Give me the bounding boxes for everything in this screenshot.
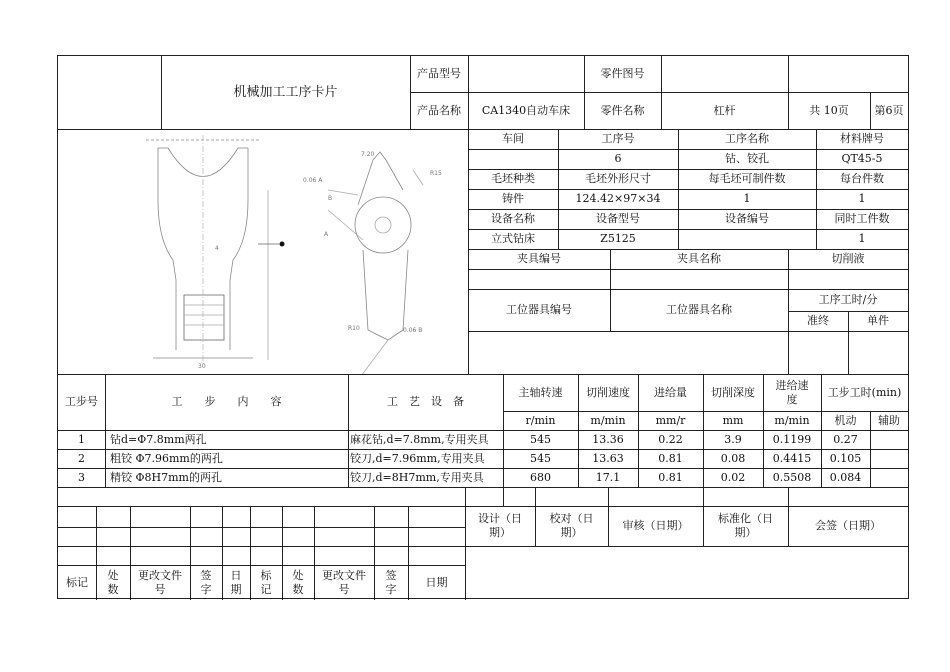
part-drawing-label: 零件图号	[600, 67, 645, 80]
date-label-2: 日期	[425, 575, 448, 589]
page-number: 第6页	[874, 103, 904, 117]
step-1-depth: 3.9	[724, 432, 742, 446]
change-doc-label-2: 更改文件号	[322, 568, 366, 596]
unit-speed: r/min	[525, 413, 556, 427]
simul: 1	[858, 232, 866, 245]
hole-inner	[375, 217, 391, 233]
drawing-label: B	[328, 195, 333, 202]
material-label: 材料牌号	[840, 132, 884, 145]
part-name-label: 零件名称	[600, 103, 645, 117]
unit-depth: mm	[722, 413, 744, 427]
standard-date: 标准化（日期）	[718, 512, 773, 539]
drawing-label: 4	[215, 245, 219, 252]
op-no-label: 工序号	[601, 132, 635, 145]
step-3-equip: 铰刀,d=8H7mm,专用夹具	[350, 470, 484, 484]
op-no: 6	[614, 152, 622, 165]
step-1-machine: 0.27	[833, 432, 858, 446]
station-tool-name-label: 工位器具名称	[666, 303, 732, 316]
step-2-cut-speed: 13.63	[592, 451, 624, 465]
drawing-label: 7.20	[361, 151, 375, 158]
total-pages: 共 10页	[809, 103, 849, 117]
per-blank-label: 每毛坯可制件数	[708, 172, 786, 185]
step-3-cut-speed: 17.1	[595, 470, 621, 484]
equip-model-label: 设备型号	[596, 212, 640, 225]
per-unit: 1	[858, 192, 866, 205]
sign-off-date: 会签（日期）	[815, 519, 881, 532]
sign-label-2: 签字	[385, 568, 397, 596]
per-blank: 1	[743, 192, 751, 205]
part-drawing	[58, 130, 468, 374]
boss-hatch	[184, 305, 224, 325]
step-2-content: 粗铰 Φ7.96mm的两孔	[110, 451, 223, 465]
boss-section	[184, 295, 224, 340]
step-1-no: 1	[78, 432, 85, 446]
op-time-label: 工序工时/分	[818, 293, 878, 306]
product-name-label: 产品名称	[417, 103, 461, 117]
blank-type-label: 毛坯种类	[491, 172, 535, 185]
feed-speed-header: 进给速度	[775, 378, 809, 406]
unit-cut-speed: m/min	[590, 413, 626, 427]
op-name-label: 工序名称	[725, 132, 769, 145]
step-3-feed-speed: 0.5508	[772, 470, 812, 484]
step-3-machine: 0.084	[829, 470, 862, 484]
step-content-header: 工 步 内 容	[171, 395, 282, 408]
cut-speed-header: 切削速度	[586, 385, 630, 399]
unit-label: 单件	[867, 314, 889, 327]
right-lower	[363, 250, 408, 340]
equip-model: Z5125	[600, 232, 636, 245]
leader	[358, 340, 388, 374]
step-time-header: 工步工时(min)	[827, 385, 902, 399]
drawing-label: 0.06 A	[303, 177, 323, 184]
drawing-label: A	[324, 231, 329, 238]
drawing-label: 0.06 B	[403, 327, 423, 334]
drawing-label: R10	[348, 325, 360, 332]
step-1-content: 钻d=Φ7.8mm两孔	[110, 432, 207, 446]
step-2-no: 2	[78, 451, 85, 465]
prep-label: 准终	[807, 314, 829, 327]
product-model-label: 产品型号	[417, 67, 461, 80]
locating-point	[280, 242, 285, 247]
process-card	[57, 55, 909, 599]
product-name: CA1340自动车床	[481, 103, 571, 117]
step-2-depth: 0.08	[720, 451, 746, 465]
step-2-feed-speed: 0.4415	[772, 451, 812, 465]
op-name: 钻、铰孔	[725, 152, 769, 165]
depth-header: 切削深度	[711, 385, 755, 399]
leader	[328, 210, 363, 240]
leader	[413, 170, 423, 185]
feed-header: 进给量	[654, 385, 687, 399]
equip-name-label: 设备名称	[491, 212, 535, 225]
rule	[58, 546, 908, 547]
step-2-machine: 0.105	[829, 451, 862, 465]
unit-feed-speed: m/min	[774, 413, 810, 427]
step-3-depth: 0.02	[720, 470, 746, 484]
mark-label-2: 标记	[260, 568, 272, 596]
coolant-label: 切削液	[831, 252, 865, 265]
step-2-feed: 0.81	[658, 451, 683, 465]
rule	[58, 527, 465, 528]
drawing-label: 30	[198, 363, 206, 370]
equip-no-label: 设备编号	[725, 212, 769, 225]
date-label: 日期	[230, 568, 242, 596]
sign-label: 签字	[200, 568, 212, 596]
material: QT45-5	[841, 152, 883, 165]
station-tool-no-label: 工位器具编号	[506, 303, 572, 316]
step-1-cut-speed: 13.36	[592, 432, 624, 446]
review-date: 审核（日期）	[622, 519, 689, 532]
fixture-no-label: 夹具编号	[517, 252, 561, 265]
design-date: 设计（日期）	[478, 512, 522, 539]
unit-aux: 辅助	[878, 413, 900, 427]
equip-name: 立式钻床	[491, 232, 535, 245]
step-3-content: 精铰 Φ8H7mm的两孔	[110, 470, 222, 484]
spindle-speed-header: 主轴转速	[518, 385, 563, 399]
fixture-name-label: 夹具名称	[677, 252, 721, 265]
step-3-no: 3	[78, 470, 85, 484]
drawing-label: R15	[430, 170, 442, 177]
step-2-speed: 545	[530, 451, 551, 465]
step-1-equip: 麻花钻,d=7.8mm,专用夹具	[350, 432, 489, 446]
step-no-header: 工步号	[65, 395, 98, 408]
step-1-feed: 0.22	[658, 432, 683, 446]
simul-label: 同时工件数	[834, 212, 890, 225]
workshop-label: 车间	[502, 132, 524, 145]
part-name: 杠杆	[713, 103, 736, 117]
step-equip-header: 工 艺 设 备	[387, 395, 464, 408]
place-label-2: 处数	[292, 568, 304, 596]
rule	[468, 269, 908, 270]
check-date: 校对（日期）	[549, 512, 594, 539]
rule	[58, 487, 908, 488]
blank-type: 铸件	[502, 192, 524, 205]
leader	[328, 190, 358, 195]
hole-circle	[355, 197, 411, 253]
step-2-equip: 铰刀,d=7.96mm,专用夹具	[350, 451, 485, 465]
step-1-feed-speed: 0.1199	[772, 432, 812, 446]
change-doc-label: 更改文件号	[138, 568, 182, 596]
place-label: 处数	[107, 568, 119, 596]
step-1-speed: 545	[530, 432, 551, 446]
unit-machine: 机动	[834, 413, 857, 427]
rule	[468, 331, 908, 332]
blank-size: 124.42×97×34	[575, 192, 661, 205]
card-title: 机械加工工序卡片	[233, 84, 338, 100]
blank-size-label: 毛坯外形尺寸	[585, 172, 651, 185]
step-3-feed: 0.81	[658, 470, 683, 484]
mark-label: 标记	[66, 575, 88, 589]
unit-feed: mm/r	[655, 413, 686, 427]
step-3-speed: 680	[530, 470, 551, 484]
per-unit-label: 每台件数	[840, 172, 884, 185]
